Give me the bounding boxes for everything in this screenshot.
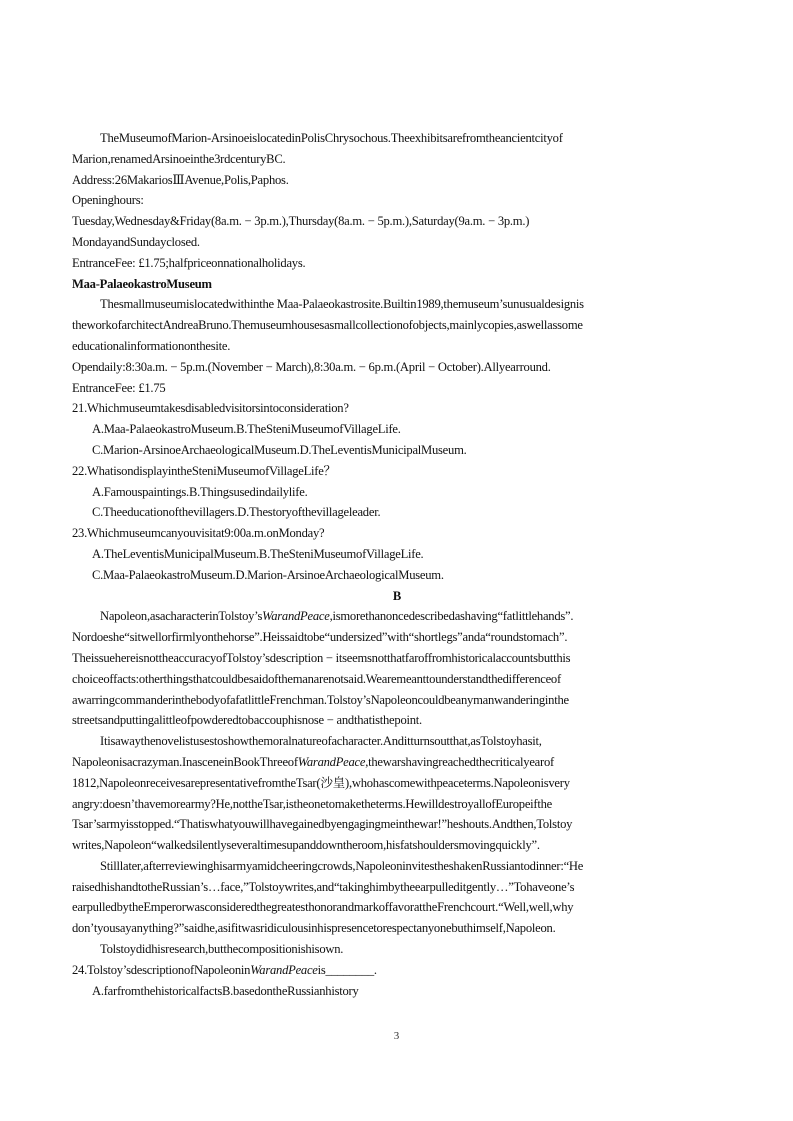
passage-b-p3-line-4: don’tyousayanything?”saidhe,asifitwasridiculousinhispresencetorespectanyonebuthimself,Napoleon. <box>72 921 556 936</box>
maa-title: Maa-PalaeokastroMuseum <box>72 276 212 291</box>
text-run: Napoleonisacrazyman.InasceneinBookThreeof <box>72 754 298 769</box>
passage-b-p3-line-3: earpulledbytheEmperorwasconsideredthegreatesthonorandmarkoffavorattheFrenchcourt.“Well,well,why <box>72 900 574 915</box>
text-run: Napoleon,asacharacterinTolstoy’s <box>100 609 263 624</box>
q21-stem: 21.Whichmuseumtakesdisabledvisitorsintoconsideration? <box>72 401 349 416</box>
passage-b-p2-line-2 <box>72 752 722 773</box>
passage-b-p1-line-2: Nordoeshe“sitwellorfirmlyonthehorse”.Heissaidtobe“undersized”with“shortlegs”anda“roundstomach”. <box>72 630 568 645</box>
passage-b-p2-line-3: 1812,NapoleonreceivesarepresentativefromtheTsar(沙皇),whohascomewithpeaceterms.Napoleonisvery <box>72 775 570 790</box>
marion-closed-days: MondayandSundayclosed. <box>72 234 200 249</box>
book-title: WarandPeace <box>250 962 318 977</box>
text-run: 24.Tolstoy’sdescriptionofNapoleonin <box>72 962 251 977</box>
marion-hours-days: Tuesday,Wednesday&Friday(8a.m. − 3p.m.),Thursday(8a.m. − 5p.m.),Saturday(9a.m. − 3p.m.) <box>72 214 530 229</box>
passage-b-p3-line-2: raisedhishandtotheRussian’s…face,”Tolstoywrites,and“takinghimbytheearpulleditgently…”Tohaveone’s <box>72 879 575 894</box>
passage-b-p2-line-5: Tsar’sarmyisstopped.“Thatiswhatyouwillhavegainedbyengagingmeinthewar!”heshouts.Andthen,Tolstoy <box>72 817 573 832</box>
page-content <box>72 128 722 1001</box>
text-run: ,thewarshavingreachedthecriticalyearof <box>365 754 554 769</box>
passage-b-p1-line-5: awarringcommanderinthebodyofafatlittleFrenchman.Tolstoy’sNapoleoncouldbeanymanwanderinginthe <box>72 692 569 707</box>
q23-options-1: A.TheLeventisMunicipalMuseum.B.TheSteniMuseumofVillageLife. <box>92 546 424 561</box>
q22-options-1: A.Famouspaintings.B.Thingsusedindailylife. <box>92 484 308 499</box>
passage-b-p4-line-1: Tolstoydidhisresearch,butthecompositionishisown. <box>100 942 344 957</box>
passage-b-p1-line-6: streetsandputtingalittleofpowderedtobaccouphisnose − andthatisthepoint. <box>72 713 422 728</box>
passage-b-p2-line-4: angry:doesn’thavemorearmy?He,nottheTsar,istheonetomaketheterms.HewilldestroyallofEuropeifthe <box>72 796 553 811</box>
marion-intro: TheMuseumofMarion-ArsinoeislocatedinPolisChrysochous.Theexhibitsarefromtheancientcityof <box>100 131 563 145</box>
maa-open: Opendaily:8:30a.m. − 5p.m.(November − March),8:30a.m. − 6p.m.(April − October).Allyearround. <box>72 359 551 374</box>
passage-b-p2-line-1: Itisawaythenovelistusestoshowthemoralnatureofacharacter.Anditturnsoutthat,asTolstoyhasit, <box>100 734 542 749</box>
maa-desc-1: Thesmallmuseumislocatedwithinthe Maa-Palaeokastrosite.Builtin1989,themuseum’sunusualdesignis <box>100 297 584 312</box>
text-run: is________. <box>317 962 377 977</box>
q21-options-2: C.Marion-ArsinoeArchaeologicalMuseum.D.TheLeventisMunicipalMuseum. <box>92 442 467 457</box>
q22-options-2: C.Theeducationofthevillagers.D.Thestoryofthevillageleader. <box>92 505 381 520</box>
maa-desc-2: theworkofarchitectAndreaBruno.Themuseumhousesasmallcollectionofobjects,mainlycopies,aswellassome <box>72 318 583 333</box>
book-title: WarandPeace <box>262 609 330 624</box>
passage-b-p1-line-4: choiceoffacts:otherthingsthatcouldbesaidofthemanarenotsaid.Wearemeanttounderstandthedifferenceof <box>72 671 561 686</box>
q22-stem: 22.WhatisondisplayintheSteniMuseumofVillageLife？ <box>72 463 336 478</box>
q24-options-1: A.farfromthehistoricalfactsB.basedontheRussianhistory <box>92 983 359 998</box>
text-run: ,ismorethanoncedescribedashaving“fatlittlehands”. <box>329 609 574 624</box>
section-b-heading: B <box>392 588 402 603</box>
q23-stem: 23.Whichmuseumcanyouvisitat9:00a.m.onMonday? <box>72 526 325 541</box>
page-number: 3 <box>393 1030 400 1042</box>
passage-b-p2-line-6: writes,Napoleon“walkedsilentlyseveraltimesupanddowntheroom,hisfatshouldersmovingquickly”. <box>72 838 540 853</box>
passage-b-p3-line-1: Stilllater,afterreviewinghisarmyamidcheeringcrowds,NapoleoninvitestheshakenRussiantodinner:“He <box>100 858 584 873</box>
marion-intro-cont: Marion,renamedArsinoeinthe3rdcenturyBC. <box>72 151 286 166</box>
maa-fee: EntranceFee: £1.75 <box>72 380 166 395</box>
book-title: WarandPeace <box>297 754 366 769</box>
q21-options-1: A.Maa-PalaeokastroMuseum.B.TheSteniMuseumofVillageLife. <box>92 422 401 437</box>
q23-options-2: C.Maa-PalaeokastroMuseum.D.Marion-ArsinoeArchaeologicalMuseum. <box>92 567 444 582</box>
maa-desc-3: educationalinformationonthesite. <box>72 338 231 353</box>
marion-entrance-fee: EntranceFee: £1.75;halfpriceonnationalholidays. <box>72 255 306 270</box>
passage-b-p1-line-1 <box>72 606 722 627</box>
marion-hours-label: Openinghours: <box>72 193 144 208</box>
q24-stem <box>72 960 722 981</box>
marion-address: Address:26MakariosⅢAvenue,Polis,Paphos. <box>72 172 289 187</box>
passage-b-p1-line-3: TheissuehereisnottheaccuracyofTolstoy’sdescription − itseemsnotthatfaroffromhistoricalaccountsbutthis <box>72 650 571 665</box>
